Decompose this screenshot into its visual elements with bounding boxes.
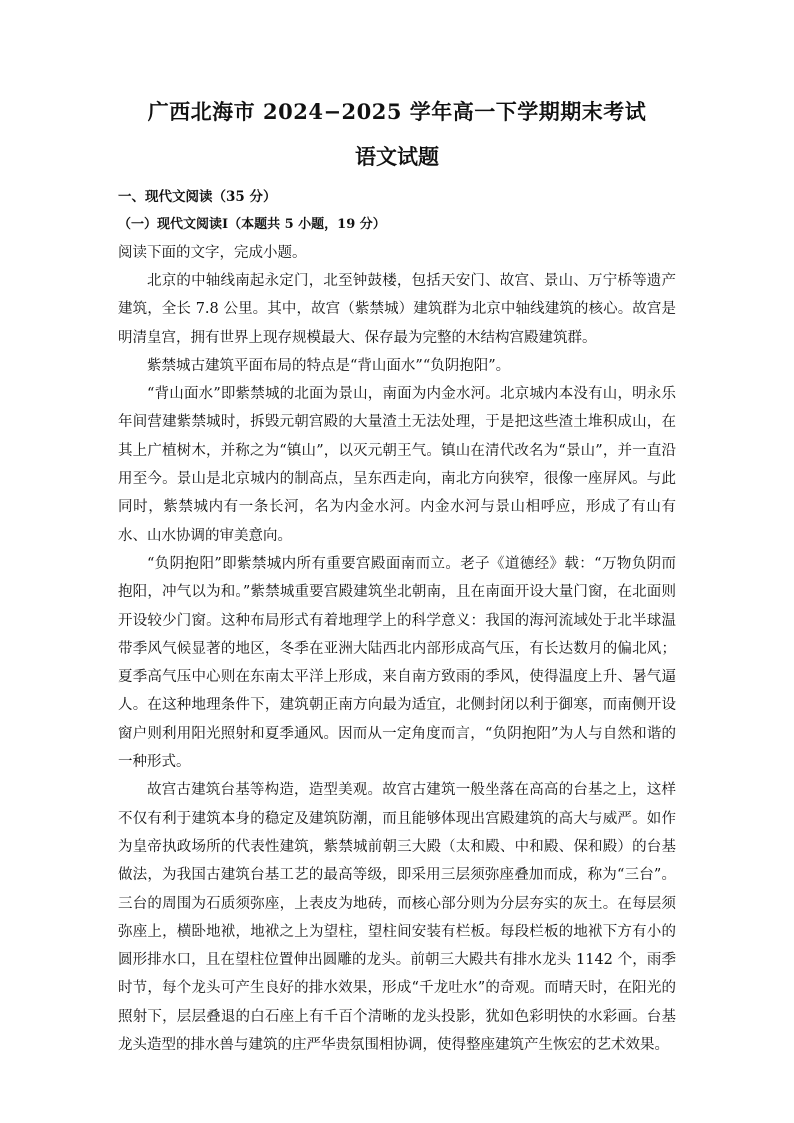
section-heading: 一、现代文阅读（35 分） (118, 189, 277, 205)
reading-passage (118, 267, 676, 1059)
passage-paragraph: 故宫古建筑台基等构造，造型美观。故宫古建筑一般坐落在高高的台基之上，这样不仅有利于建筑本身的稳定及建筑防潮，而且能够体现出宫殿建筑的高大与威严。如作为皇帝执政场所的代表性建筑，紫禁城前朝三大殿（太和殿、中和殿、保和殿）的台基做法，为我国古建筑台基工艺的最高等级，即采用三层须弥座叠加而成，称为“三台”。三台的周围为石质须弥座，上表皮为地砖，而核心部分则为分层夯实的灰土。在每层须弥座上，横卧地袱，地袱之上为望柱，望柱间安装有栏板。每段栏板的地袱下方有小的圆形排水口，且在望柱位置伸出圆雕的龙头。前朝三大殿共有排水龙头 1142 个，雨季时节，每个龙头可产生良好的排水效果，形成“千龙吐水”的奇观。而晴天时，在阳光的照射下，层层叠退的白石座上有千百个清晰的龙头投影，犹如色彩明快的水彩画。台基龙头造型的排水兽与建筑的庄严华贵氛围相协调，使得整座建筑产生恢宏的艺术效果。 (118, 782, 676, 1054)
reading-instruction: 阅读下面的文字，完成小题。 (118, 245, 307, 261)
passage-paragraph: 北京的中轴线南起永定门，北至钟鼓楼，包括天安门、故宫、景山、万宁桥等遗产建筑，全长 7.8 公里。其中，故宫（紫禁城）建筑群为北京中轴线建筑的核心。故宫是明清皇宫，拥有世界上现存规模最大、保存最为完整的木结构宫殿建筑群。 (118, 273, 676, 346)
passage-paragraph: “背山面水”即紫禁城的北面为景山，南面为内金水河。北京城内本没有山，明永乐年间营建紫禁城时，拆毁元朝宫殿的大量渣土无法处理，于是把这些渣土堆积成山，在其上广植树木，并称之为“镇山”，以灭元朝王气。镇山在清代改名为“景山”，并一直沿用至今。景山是北京城内的制高点，呈东西走向，南北方向狭窄，很像一座屏风。与此同时，紫禁城内有一条长河，名为内金水河。内金水河与景山相呼应，形成了有山有水、山水协调的审美意向。 (118, 386, 676, 544)
exam-subtitle: 语文试题 (355, 144, 439, 169)
exam-title: 广西北海市 2024−2025 学年高一下学期期末考试 (147, 99, 647, 124)
passage-paragraph: 紫禁城古建筑平面布局的特点是“背山面水”“负阴抱阳”。 (147, 357, 511, 374)
subsection-heading: （一）现代文阅读Ⅰ（本题共 5 小题，19 分） (118, 217, 386, 232)
passage-paragraph: “负阴抱阳”即紫禁城内所有重要宫殿面南而立。老子《道德经》载：“万物负阴而抱阳，冲气以为和。”紫禁城重要宫殿建筑坐北朝南，且在南面开设大量门窗，在北面则开设较少门窗。这种布局形式有着地理学上的科学意义：我国的海河流域处于北半球温带季风气候显著的地区，冬季在亚洲大陆西北内部形成高气压，有长达数月的偏北风；夏季高气压中心则在东南太平洋上形成，来自南方致雨的季风，使得温度上升、暑气逼人。在这种地理条件下，建筑朝正南方向最为适宜，北侧封闭以利于御寒，而南侧开设窗户则利用阳光照射和夏季通风。因而从一定角度而言，“负阴抱阳”为人与自然和谐的一种形式。 (118, 555, 676, 771)
